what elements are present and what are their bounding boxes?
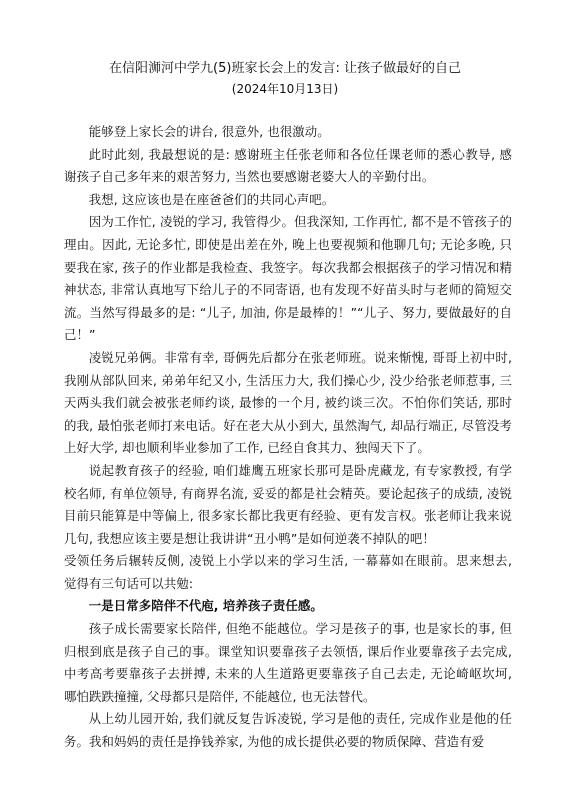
paragraph: 凌锐兄弟俩。非常有幸, 哥俩先后都分在张老师班。说来惭愧, 哥哥上初中时, 我刚从部队回来, 弟弟年纪又小, 生活压力大, 我们操心少, 没少给张老师惹事, 三天两头我们就会被张老师约谈, 最惨的一个月, 被约谈三次。不怕你们笑话, 那时的我, 最怕张老师打来电话。好在老大从小到大, 虽然淘气, 却品行端正, 尽管没考上好大学, 却也顺利毕业参加了工作, 已经自食其力、独闯天下了。 <box>64 349 512 456</box>
paragraph: 说起教育孩子的经验, 咱们雄鹰五班家长那可是卧虎藏龙, 有专家教授, 有学校名师, 有单位领导, 有商界名流, 妥妥的都是社会精英。要论起孩子的成绩, 凌锐目前只能算是中等偏上, 很多家长都比我更有经验、更有发言权。张老师让我来说几句, 我想应该主要是想让我讲讲“丑小鸭”是如何逆袭不掉队的吧！ <box>64 462 512 546</box>
paragraph: 从上幼儿园开始, 我们就反复告诉凌锐, 学习是他的责任, 完成作业是他的任务。我和妈妈的责任是挣钱养家, 为他的成长提供必要的物质保障、营造有爱 <box>64 711 512 750</box>
paragraph: 能够登上家长会的讲台, 很意外, 也很激动。 <box>88 124 330 139</box>
document-title: 在信阳浉河中学九(5)班家长会上的发言: 让孩子做最好的自己 <box>109 61 461 76</box>
paragraph: 受领任务后辗转反侧, 凌锐上小学以来的学习生活, 一幕幕如在眼前。思来想去, 觉得有三句话可以共勉: <box>64 553 512 591</box>
document-body <box>64 121 512 754</box>
document-date: (2024年10月13日) <box>231 82 339 96</box>
paragraph: 因为工作忙, 凌锐的学习, 我管得少。但我深知, 工作再忙, 都不是不管孩子的理由。因此, 无论多忙, 即使是出差在外, 晚上也要视频和他聊几句; 无论多晚, 只要我在家, 孩子的作业都是我检查、我签字。每次我都会根据孩子的学习情况和精神状态, 非常认真地写下给儿子的不同寄语, 也有发现不好苗头时与老师的简短交流。当然写得最多的是: “儿子, 加油, 你是最棒的！”“儿子、努力, 要做最好的自己！” <box>64 214 512 343</box>
section-heading: 一是日常多陪伴不代庖, 培养孩子责任感。 <box>88 598 323 614</box>
paragraph: 此时此刻, 我最想说的是: 感谢班主任张老师和各位任课老师的悉心教导, 感谢孩子自己多年来的艰苦努力, 当然也要感谢老婆大人的辛勤付出。 <box>64 146 512 185</box>
paragraph: 孩子成长需要家长陪伴, 但绝不能越位。学习是孩子的事, 也是家长的事, 但归根到底是孩子自己的事。课堂知识要靠孩子去领悟, 课后作业要靠孩子去完成, 中考高考要靠孩子去拼搏, 未来的人生道路更要靠孩子自己去走, 无论崎岖坎坷, 哪怕跌跌撞撞, 父母都只是陪伴, 不能越位, 也无法替代。 <box>64 621 512 704</box>
paragraph: 我想, 这应该也是在座爸爸们的共同心声吧。 <box>88 191 335 207</box>
